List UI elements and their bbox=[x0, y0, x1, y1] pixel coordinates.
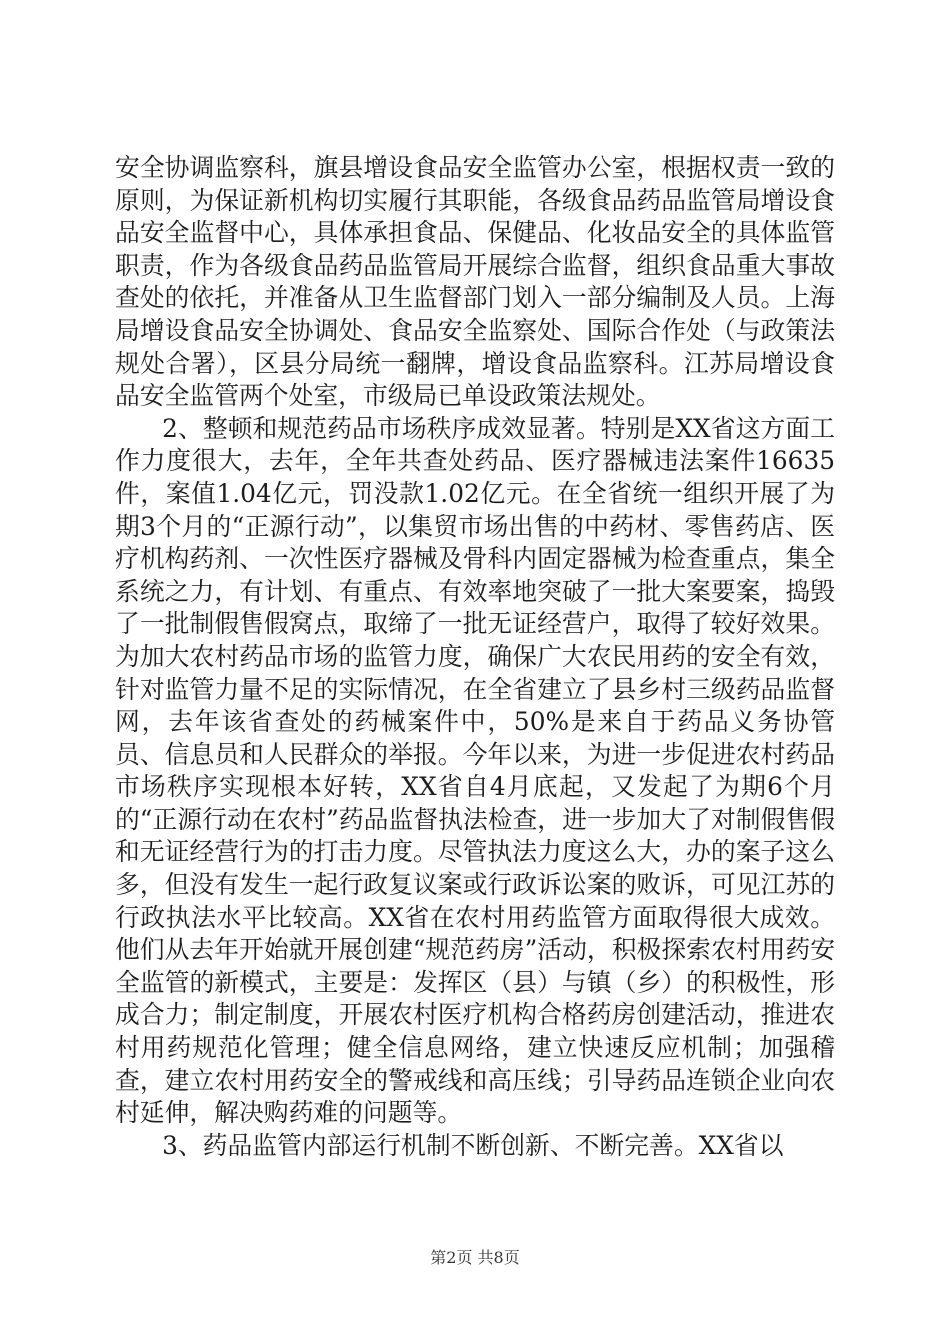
paragraph-1: 安全协调监察科，旗县增设食品安全监管办公室，根据权责一致的原则，为保证新机构切实履行其职能，各级食品药品监管局增设食品安全监督中心，具体承担食品、保健品、化妆品安全的具体监管职责，作为各级食品药品监管局开展综合监督，组织食品重大事故查处的依托，并准备从卫生监督部门划入一部分编制及人员。上海局增设食品安全协调处、食品安全监察处、国际合作处（与政策法规处合署），区县分局统一翻牌，增设食品监察科。江苏局增设食品安全监管两个处室，市级局已单设政策法规处。 bbox=[115, 153, 835, 411]
page-footer: 第2页 共8页 bbox=[430, 1248, 520, 1267]
document-body bbox=[115, 152, 835, 1162]
paragraph-3: 3、药品监管内部运行机制不断创新、不断完善。XX省以 bbox=[162, 1130, 784, 1160]
paragraph-2: 2、整顿和规范药品市场秩序成效显著。特别是XX省这方面工作力度很大，去年，全年共查处药品、医疗器械违法案件16635件，案值1.04亿元，罚没款1.02亿元。在全省统一组织开展了为期3个月的“正源行动”，以集贸市场出售的中药材、零售药店、医疗机构药剂、一次性医疗器械及骨科内固定器械为检查重点，集全系统之力，有计划、有重点、有效率地突破了一批大案要案，捣毁了一批制假售假窝点，取缔了一批无证经营户，取得了较好效果。为加大农村药品市场的监管力度，确保广大农民用药的安全有效，针对监管力量不足的实际情况，在全省建立了县乡村三级药品监督网，去年该省查处的药械案件中，50%是来自于药品义务协管员、信息员和人民群众的举报。今年以来，为进一步促进农村药品市场秩序实现根本好转，XX省自4月底起，又发起了为期6个月的“正源行动在农村”药品监督执法检查，进一步加大了对制假售假和无证经营行为的打击力度。尽管执法力度这么大，办的案子这么多，但没有发生一起行政复议案或行政诉讼案的败诉，可见江苏的行政执法水平比较高。XX省在农村用药监管方面取得很大成效。他们从去年开始就开展创建“规范药房”活动，积极探索农村用药安全监管的新模式，主要是：发挥区（县）与镇（乡）的积极性，形成合力；制定制度，开展农村医疗机构合格药房创建活动，推进农村用药规范化管理；健全信息网络，建立快速反应机制；加强稽查，建立农村用药安全的警戒线和高压线；引导药品连锁企业向农村延伸，解决购药难的问题等。 bbox=[115, 413, 835, 1128]
